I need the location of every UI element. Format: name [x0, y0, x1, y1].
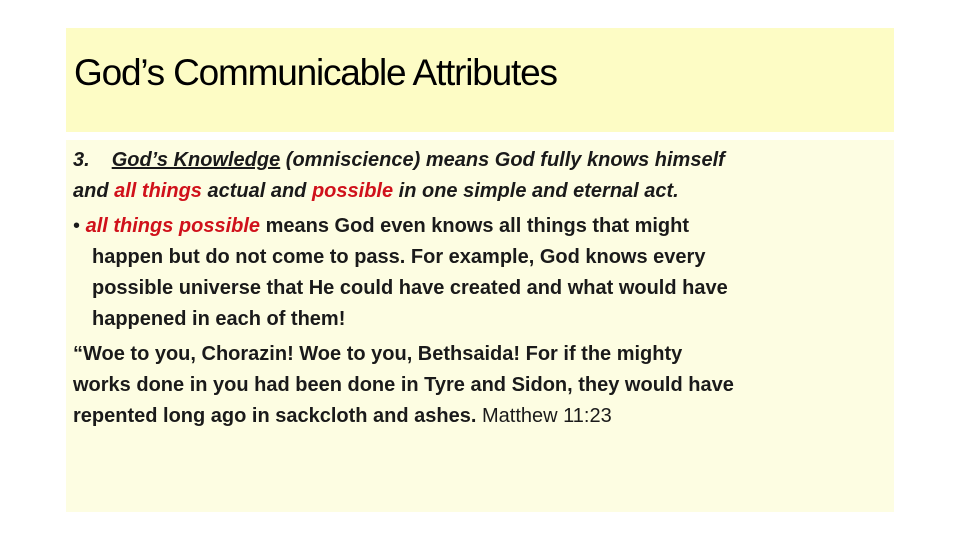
bullet-line-1-rest: means God even knows all things that might: [260, 215, 690, 237]
point-possible: possible: [311, 180, 394, 202]
quote-line-3: [73, 401, 887, 432]
point-line-2-a: and: [73, 180, 115, 202]
content-text: [73, 145, 887, 432]
point-line-2-b: actual and: [201, 180, 312, 202]
content-panel: [66, 140, 894, 512]
slide-title: God’s Communicable Attributes: [74, 52, 557, 93]
point-number: 3.: [73, 149, 90, 171]
point-line-2-c: in one simple and eternal act.: [393, 180, 679, 202]
point-term: God’s Knowledge: [111, 149, 281, 171]
point-line-1: [73, 145, 887, 176]
bullet-red-phrase: all things possible: [85, 215, 261, 237]
bullet-line-3: possible universe that He could have created and what would have: [92, 277, 728, 299]
quote-line-3-text: repented long ago in sackcloth and ashes.: [73, 405, 477, 427]
quote-reference: Matthew 11:23: [482, 405, 612, 427]
bullet-line-2: happen but do not come to pass. For example, God knows every: [92, 246, 706, 268]
bullet-line-4: happened in each of them!: [92, 308, 346, 330]
bullet-line-1: [73, 211, 887, 242]
bullet-marker: •: [73, 215, 81, 237]
point-all-things: all things: [114, 180, 202, 202]
quote-line-2: works done in you had been done in Tyre and Sidon, they would have: [73, 374, 734, 396]
quote-line-1: “Woe to you, Chorazin! Woe to you, Bethsaida! For if the mighty: [73, 343, 683, 365]
title-panel: [66, 28, 894, 132]
point-line-2: [73, 176, 887, 207]
point-definition: (omniscience) means God fully knows himself: [285, 149, 725, 171]
